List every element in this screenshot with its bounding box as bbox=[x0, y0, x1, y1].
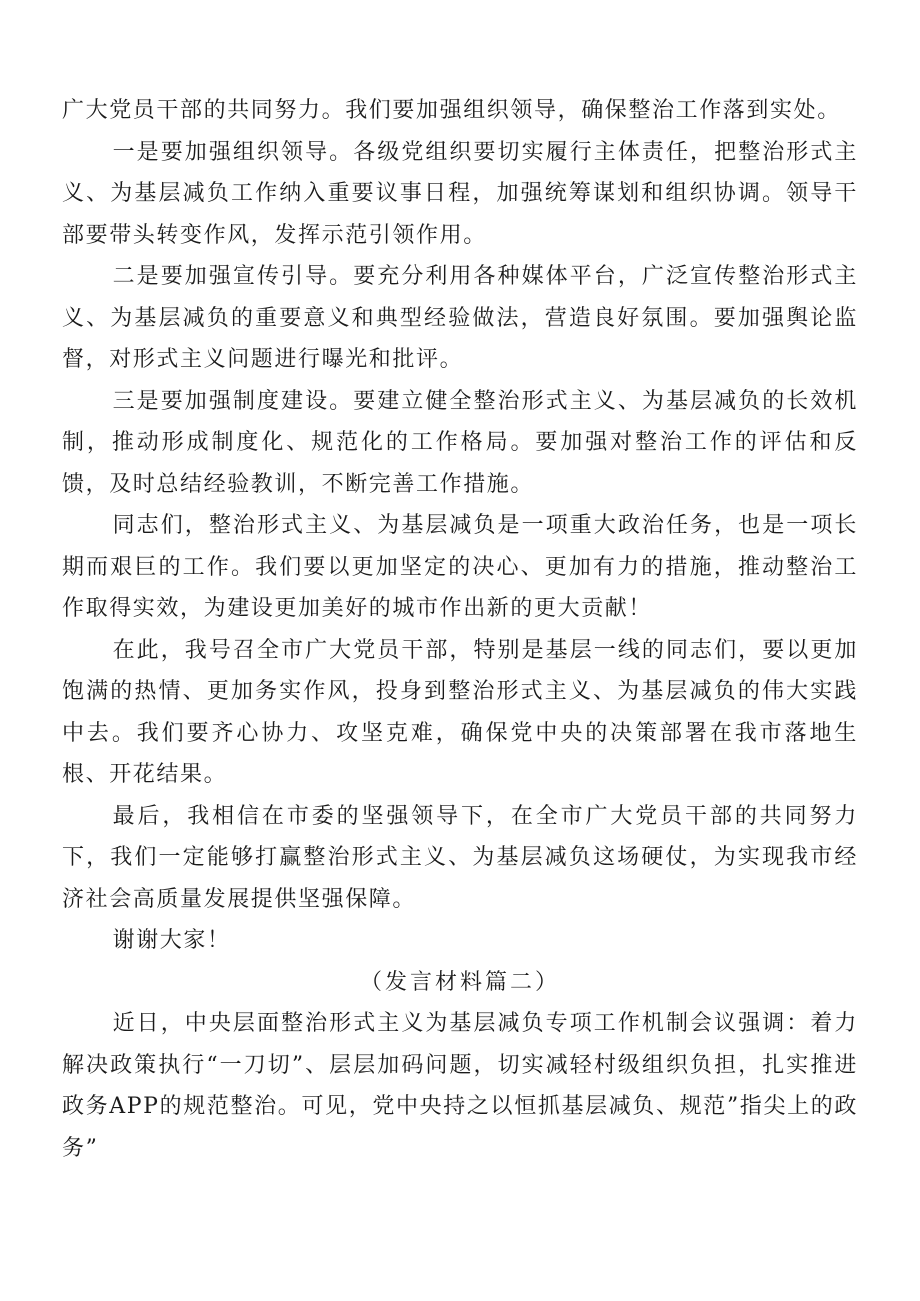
paragraph-section-two: 近日，中央层面整治形式主义为基层减负专项工作机制会议强调：着力解决政策执行“一刀切”、层层加码问题，切实减轻村级组织负担，扎实推进政务APP的规范整治。可见，党中央持之以恒抓基层减负、规范”指尖上的政务” bbox=[62, 1011, 858, 1161]
paragraph-thanks: 谢谢大家！ bbox=[112, 928, 231, 953]
paragraph-call: 在此，我号召全市广大党员干部，特别是基层一线的同志们，要以更加饱满的热情、更加务实作风，投身到整治形式主义、为基层减负的伟大实践中去。我们要齐心协力、攻坚克难，确保党中央的决策部署在我市落地生根、开花结果。 bbox=[62, 637, 858, 787]
paragraph-comrades: 同志们，整治形式主义、为基层减负是一项重大政治任务，也是一项长期而艰巨的工作。我们要以更加坚定的决心、更加有力的措施，推动整治工作取得实效，为建设更加美好的城市作出新的更大贡献！ bbox=[62, 513, 858, 621]
paragraph-organization: 一是要加强组织领导。各级党组织要切实履行主体责任，把整治形式主义、为基层减负工作纳入重要议事日程，加强统筹谋划和组织协调。领导干部要带头转变作风，发挥示范引领作用。 bbox=[62, 139, 858, 248]
section-heading: （发言材料篇二） bbox=[359, 969, 560, 995]
paragraph-publicity: 二是要加强宣传引导。要充分利用各种媒体平台，广泛宣传整治形式主义、为基层减负的重要意义和典型经验做法，营造良好氛围。要加强舆论监督，对形式主义问题进行曝光和批评。 bbox=[62, 264, 858, 372]
paragraph-institution: 三是要加强制度建设。要建立健全整治形式主义、为基层减负的长效机制，推动形成制度化、规范化的工作格局。要加强对整治工作的评估和反馈，及时总结经验教训，不断完善工作措施。 bbox=[62, 388, 858, 497]
paragraph-continuation: 广大党员干部的共同努力。我们要加强组织领导，确保整治工作落到实处。 bbox=[62, 98, 841, 123]
paragraph-conclusion: 最后，我相信在市委的坚强领导下，在全市广大党员干部的共同努力下，我们一定能够打赢整治形式主义、为基层减负这场硬仗，为实现我市经济社会高质量发展提供坚强保障。 bbox=[62, 803, 858, 912]
